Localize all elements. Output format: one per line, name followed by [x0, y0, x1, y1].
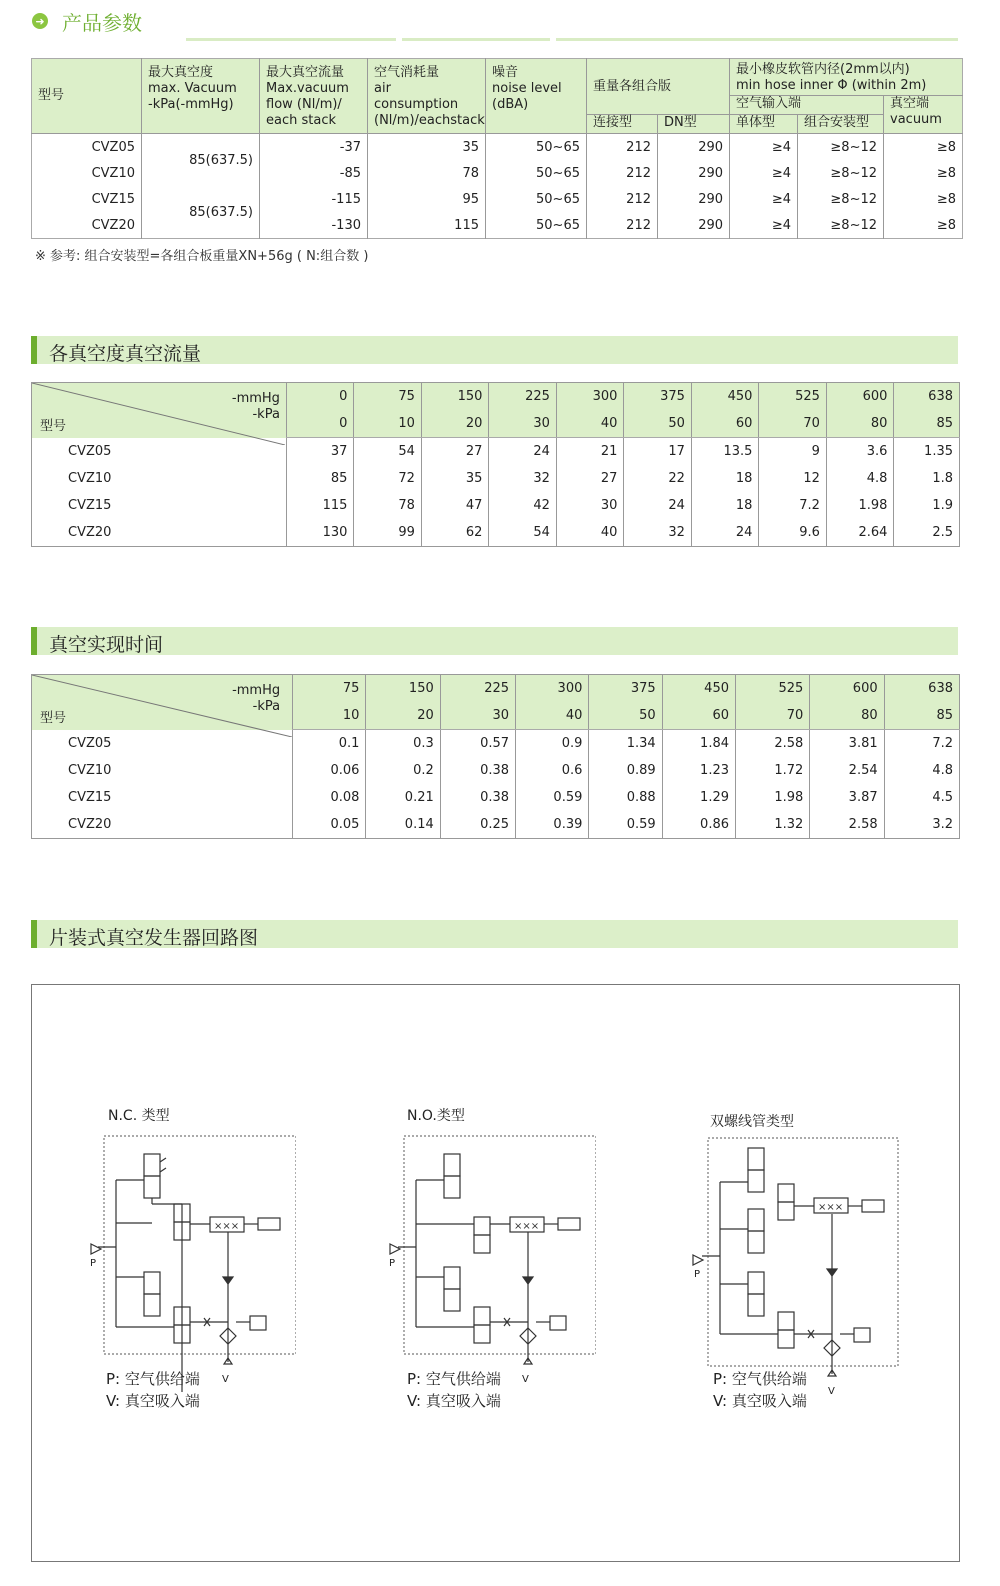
header-combo-type: 组合安装型 [798, 115, 884, 134]
section-title: 产品参数 [62, 10, 142, 35]
svg-text:×××: ××× [818, 1202, 844, 1213]
header-model: 型号 [32, 59, 142, 134]
port-p-label: P [694, 1269, 701, 1280]
table-row: CVZ15 85(637.5) -115 95 50~65 212 290 ≥4 ≥8~12 ≥8 [32, 186, 963, 212]
header-dn-type: DN型 [658, 115, 730, 134]
port-v-label: V [522, 1374, 529, 1385]
section-marker [31, 336, 37, 364]
table-row: CVZ15 115 78 47 42 30 24 18 7.2 1.98 1.9 [32, 492, 960, 519]
divider [402, 38, 550, 41]
header-weight: 重量各组合版 [587, 59, 730, 115]
table-row: CVZ10 -85 78 50~65 212 290 ≥4 ≥8~12 ≥8 [32, 160, 963, 186]
section-title: 片装式真空发生器回路图 [49, 927, 259, 949]
section-marker [31, 920, 37, 948]
diagram-title-double: 双螺线管类型 [710, 1114, 794, 1130]
product-params-table [31, 58, 963, 239]
table-corner-header: -mmHg -kPa 型号 [32, 383, 287, 438]
nc-circuit-diagram [86, 1132, 296, 1392]
svg-text:×××: ××× [214, 1221, 240, 1232]
port-p-icon [389, 1240, 403, 1259]
port-p-label: P [90, 1258, 97, 1269]
table-row: CVZ20 -130 115 50~65 212 290 ≥4 ≥8~12 ≥8 [32, 212, 963, 239]
table-row: CVZ20 0.05 0.14 0.25 0.39 0.59 0.86 1.32 2.58 3.2 [32, 811, 960, 839]
table-row: CVZ15 0.08 0.21 0.38 0.59 0.88 1.29 1.98 3.87 4.5 [32, 784, 960, 811]
divider [556, 38, 958, 41]
section-marker [31, 627, 37, 655]
port-p-icon [692, 1251, 706, 1270]
circuit-legend: P: 空气供给端 V: 真空吸入端 [407, 1370, 501, 1410]
header-min-hose: 最小橡皮软管内径(2mm以内) min hose inner Φ (within 2m) [730, 59, 963, 96]
header-air-consumption: 空气消耗量 air consumption (Nl/m)/eachstack [368, 59, 486, 134]
section-bar-circuit [31, 920, 958, 948]
arrow-circle-icon: ➜ [32, 13, 48, 29]
diagram-title-no: N.O.类型 [407, 1108, 465, 1124]
table-row: CVZ10 85 72 35 32 27 22 18 12 4.8 1.8 [32, 465, 960, 492]
port-v-label: V [222, 1374, 229, 1385]
svg-text:×××: ××× [514, 1221, 540, 1232]
max-vacuum-value: 85(637.5) [142, 186, 260, 239]
table-note: ※ 参考: 组合安装型=各组合板重量XN+56g ( N:组合数 ) [35, 249, 369, 264]
port-v-label: V [828, 1386, 835, 1397]
model-label: 型号 [40, 419, 67, 434]
header-air-input: 空气输入端 [730, 96, 884, 115]
port-p-icon [90, 1240, 104, 1259]
vacuum-flow-table: -mmHg -kPa 型号 0 75 150 225 300 375 450 525 600 638 0 10 20 30 40 50 60 70 80 85 CVZ05 37 54 27 24 21 17 13.5 9 3.6 1.35 CVZ10 85 72 35 32 27 22 18 12 4.8 1.8 CVZ15 115 78 47 42 30 24 18 7.2 1.98 1.9 CVZ20 130 99 62 54 40 32 24 9.6 2.64 2.5 [31, 382, 960, 547]
table-row: CVZ05 0.1 0.3 0.57 0.9 1.34 1.84 2.58 3.81 7.2 [32, 730, 960, 758]
table-row: CVZ05 37 54 27 24 21 17 13.5 9 3.6 1.35 [32, 438, 960, 466]
max-vacuum-value: 85(637.5) [142, 134, 260, 187]
divider [186, 38, 396, 41]
table-row: CVZ20 130 99 62 54 40 32 24 9.6 2.64 2.5 [32, 519, 960, 547]
circuit-legend: P: 空气供给端 V: 真空吸入端 [106, 1370, 200, 1410]
diagram-title-nc: N.C. 类型 [108, 1108, 170, 1124]
circuit-legend: P: 空气供给端 V: 真空吸入端 [713, 1370, 807, 1410]
table-row: CVZ05 85(637.5) -37 35 50~65 212 290 ≥4 ≥8~12 ≥8 [32, 134, 963, 161]
section-bar-flow [31, 336, 958, 364]
section-bar-time [31, 627, 958, 655]
vacuum-time-table: -mmHg -kPa 型号 75 150 225 300 375 450 525 600 638 10 20 30 40 50 60 70 80 85 CVZ05 0.1 0.3 0.57 0.9 1.34 1.84 2.58 3.81 7.2 CVZ10 0.06 0.2 0.38 0.6 0.89 1.23 1.72 2.54 4.8 CVZ15 0.08 0.21 0.38 0.59 0.88 1.29 1.98 3.87 4.5 CVZ20 0.05 0.14 0.25 0.39 0.59 0.86 1.32 2.58 3.2 [31, 674, 960, 839]
header-connect-type: 连接型 [587, 115, 658, 134]
header-vacuum-port: 真空端 vacuum [884, 96, 963, 134]
header-single-type: 单体型 [730, 115, 798, 134]
section-title: 各真空度真空流量 [49, 343, 202, 365]
double-solenoid-circuit-diagram [690, 1134, 900, 1404]
table-row: CVZ10 0.06 0.2 0.38 0.6 0.89 1.23 1.72 2.54 4.8 [32, 757, 960, 784]
port-p-label: P [389, 1258, 396, 1269]
header-max-flow: 最大真空流量 Max.vacuum flow (Nl/m)/ each stack [260, 59, 368, 134]
table-corner-header: -mmHg -kPa 型号 [32, 675, 293, 730]
section-header-product-params [32, 6, 142, 36]
no-circuit-diagram [386, 1132, 596, 1392]
section-title: 真空实现时间 [49, 634, 164, 656]
model-label: 型号 [40, 711, 67, 726]
header-noise: 噪音 noise level (dBA) [486, 59, 587, 134]
header-max-vacuum: 最大真空度 max. Vacuum -kPa(-mmHg) [142, 59, 260, 134]
